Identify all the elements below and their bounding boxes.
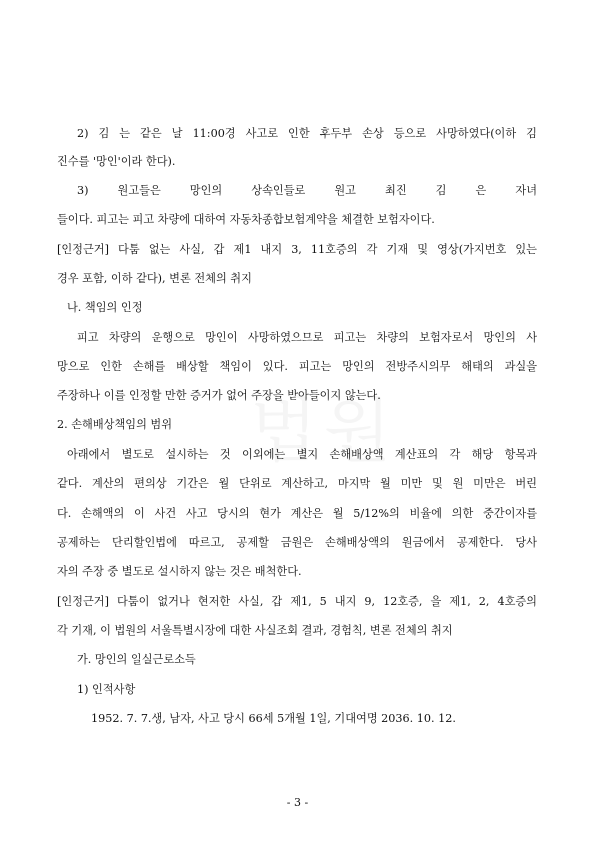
paragraph-line: 자의 주장 중 별도로 설시하지 않는 것은 배척한다. xyxy=(57,565,302,578)
subsection-heading: 1) 인적사항 xyxy=(77,683,136,696)
evidence-line: [인정근거] 다툼이 없거나 현저한 사실, 갑 제1, 5 내지 9, 12호증, 을 제1, 2, 4호증의 xyxy=(57,595,537,608)
evidence-line: [인정근거] 다툼 없는 사실, 갑 제1 내지 3, 11호증의 각 기재 및 영상(가지번호 있는 xyxy=(57,243,537,256)
paragraph-line: 공제하는 단리할인법에 따르고, 공제할 금원은 손해배상액의 원금에서 공제한다. 당사 xyxy=(57,536,537,549)
section-heading: 2. 손해배상책임의 범위 xyxy=(57,418,173,431)
paragraph-line: 같다. 계산의 편의상 기간은 월 단위로 계산하고, 마지막 월 미만 및 원 미만은 버린 xyxy=(57,477,537,490)
section-heading: 나. 책임의 인정 xyxy=(67,301,143,314)
paragraph-line: 다. 손해액의 이 사건 사고 당시의 현가 계산은 월 5/12%의 비율에 의한 중간이자를 xyxy=(57,507,537,520)
paragraph-line: 망으로 인한 손해를 배상할 책임이 있다. 피고는 망인의 전방주시의무 해태의 과실을 xyxy=(57,360,537,373)
paragraph-line: 진수를 '망인'이라 한다). xyxy=(57,155,176,168)
paragraph-line: 들이다. 피고는 피고 차량에 대하여 자동차종합보험계약을 체결한 보험자이다. xyxy=(57,213,435,226)
page-number: - 3 - xyxy=(286,796,309,809)
paragraph-line: 2) 김 는 같은 날 11:00경 사고로 인한 후두부 손상 등으로 사망하였다(이하 김 xyxy=(77,127,537,140)
paragraph-line: 피고 차량의 운행으로 망인이 사망하였으므로 피고는 차량의 보험자로서 망인의 사 xyxy=(77,331,537,344)
evidence-line: 각 기재, 이 법원의 서울특별시장에 대한 사실조회 결과, 경험칙, 변론 전체의 취지 xyxy=(57,624,453,637)
paragraph-line: 주장하나 이를 인정할 만한 증거가 없어 주장을 받아들이지 않는다. xyxy=(57,389,381,402)
paragraph-line: 1952. 7. 7.생, 남자, 사고 당시 66세 5개월 1일, 기대여명 2036. 10. 12. xyxy=(91,712,456,725)
paragraph-line: 아래에서 별도로 설시하는 것 이외에는 별지 손해배상액 계산표의 각 해당 항목과 xyxy=(67,448,537,461)
paragraph-line: 3) 원고들은 망인의 상속인들로 원고 최진 김 은 자녀 xyxy=(77,184,537,197)
evidence-line: 경우 포함, 이하 같다), 변론 전체의 취지 xyxy=(57,272,252,285)
section-heading: 가. 망인의 일실근로소득 xyxy=(77,653,196,666)
